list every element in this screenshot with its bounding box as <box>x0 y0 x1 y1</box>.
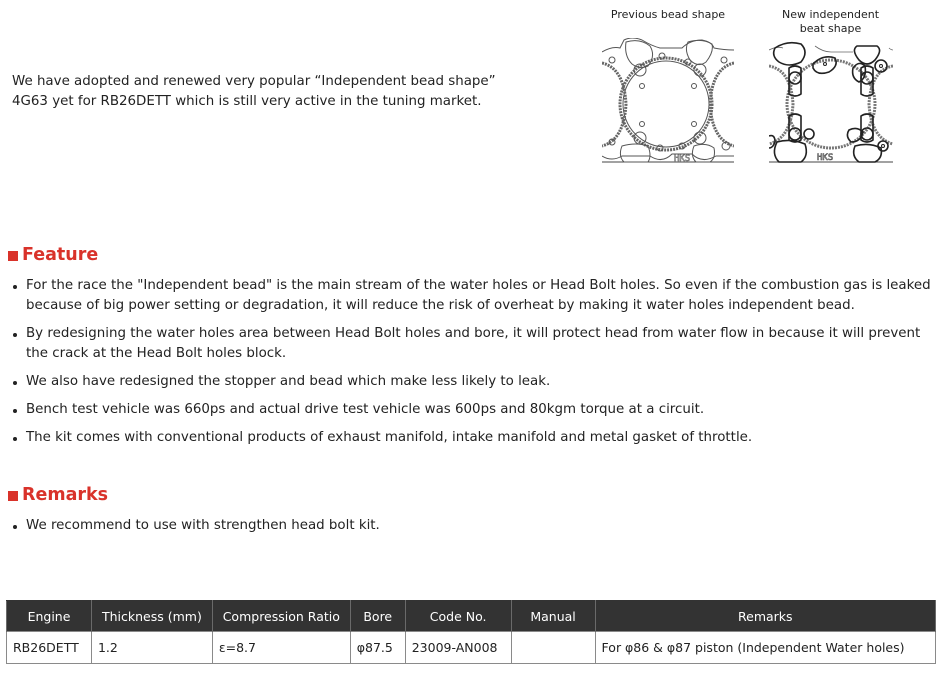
table-row <box>7 632 936 664</box>
feature-list <box>8 276 938 456</box>
red-square-icon <box>8 251 18 261</box>
feature-item-text: Bench test vehicle was 660ps and actual drive test vehicle was 600ps and 80kgm torque at a circuit. <box>26 402 705 417</box>
bullet-icon <box>13 409 17 413</box>
caption-line: beat shape <box>799 22 862 35</box>
cell-bore: φ87.5 <box>350 632 405 664</box>
bullet-icon <box>13 381 17 385</box>
cell-engine: RB26DETT <box>7 632 92 664</box>
header-remarks: Remarks <box>595 601 935 632</box>
hks-logo: HKS <box>816 153 833 163</box>
caption-line: Previous bead shape <box>610 8 726 21</box>
remarks-heading <box>8 484 108 506</box>
feature-heading-text: Feature <box>22 245 99 265</box>
cell-remarks: For φ86 & φ87 piston (Independent Water holes) <box>595 632 935 664</box>
feature-item-text: We also have redesigned the stopper and bead which make less likely to leak. <box>26 374 551 389</box>
bullet-icon <box>13 333 17 337</box>
header-thickness: Thickness (mm) <box>91 601 212 632</box>
bullet-icon <box>13 525 17 529</box>
caption-line: New independent <box>781 8 880 21</box>
intro-line-2: 4G63 yet for RB26DETT which is still very active in the tuning market. <box>12 94 482 109</box>
bead-shape-comparison <box>598 8 898 173</box>
spec-table-header-row <box>7 601 936 632</box>
new-bead-figure <box>763 8 898 166</box>
header-manual: Manual <box>511 601 595 632</box>
feature-item <box>8 428 938 448</box>
cell-code-no: 23009-AN008 <box>405 632 511 664</box>
previous-bead-figure <box>598 8 738 166</box>
hks-logo: HKS <box>674 154 691 164</box>
header-bore: Bore <box>350 601 405 632</box>
new-bead-gasket-image <box>769 38 893 166</box>
intro-text <box>12 72 572 112</box>
cell-compression-ratio: ε=8.7 <box>212 632 350 664</box>
feature-item-text: The kit comes with conventional products of exhaust manifold, intake manifold and metal gasket of throttle. <box>26 430 753 445</box>
cell-thickness: 1.2 <box>91 632 212 664</box>
red-square-icon <box>8 491 18 501</box>
feature-item <box>8 276 938 316</box>
remarks-heading-text: Remarks <box>22 485 109 505</box>
remarks-item-text: We recommend to use with strengthen head bolt kit. <box>26 518 380 533</box>
new-bead-caption <box>763 8 898 38</box>
bullet-icon <box>13 437 17 441</box>
header-engine: Engine <box>7 601 92 632</box>
spec-table <box>6 600 936 664</box>
header-code-no: Code No. <box>405 601 511 632</box>
header-compression-ratio: Compression Ratio <box>212 601 350 632</box>
previous-bead-gasket-image <box>602 38 734 166</box>
feature-item-text: For the race the "Independent bead" is the main stream of the water holes or Head Bolt holes. So even if the combustion gas is leaked because of big power setting or degradation, it will reduce the risk of overheat by making it water holes independent bead. <box>26 278 931 313</box>
feature-heading <box>8 244 98 266</box>
feature-item <box>8 324 938 364</box>
feature-item-text: By redesigning the water holes area between Head Bolt holes and bore, it will protect head from water flow in because it will prevent the crack at the Head Bolt holes block. <box>26 326 921 361</box>
cell-manual <box>511 632 595 664</box>
remarks-item <box>8 516 938 536</box>
feature-item <box>8 400 938 420</box>
remarks-list <box>8 516 938 544</box>
previous-bead-caption <box>598 8 738 38</box>
feature-item <box>8 372 938 392</box>
bullet-icon <box>13 285 17 289</box>
intro-line-1: We have adopted and renewed very popular “Independent bead shape” <box>12 74 496 89</box>
